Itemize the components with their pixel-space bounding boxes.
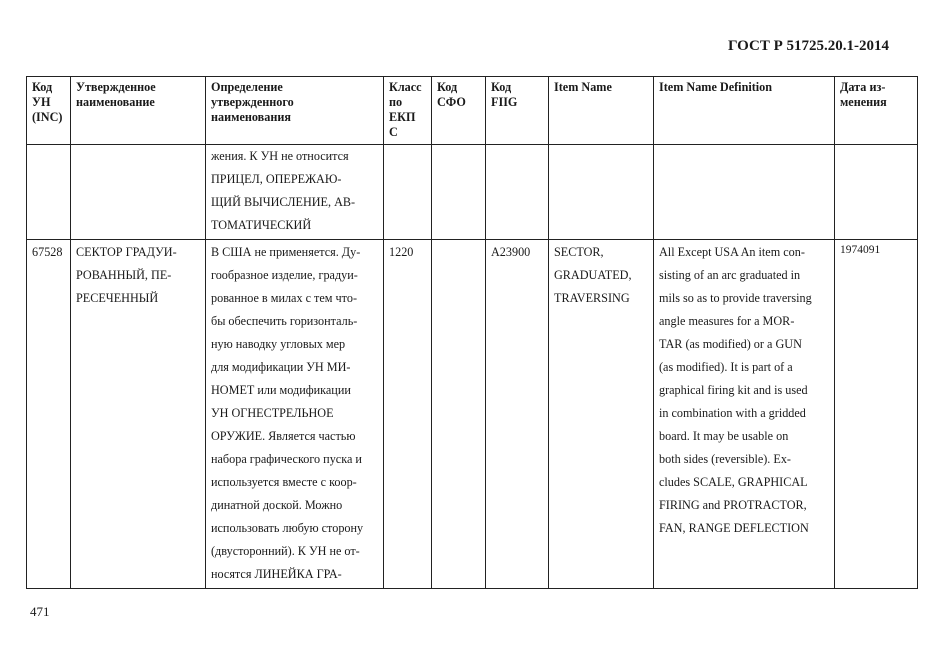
text-line: утвержденного (211, 95, 294, 109)
cell-change-date (835, 145, 918, 240)
text-line: бы обеспечить горизонталь- (211, 314, 358, 328)
text-line: in combination with a gridded (659, 406, 806, 420)
text-line: С (389, 125, 398, 139)
text-line: РОВАННЫЙ, ПЕ- (76, 268, 172, 282)
text-line: (as modified). It is part of a (659, 360, 793, 374)
text-line: Утвержденное (76, 80, 156, 94)
text-line: both sides (reversible). Ex- (659, 452, 791, 466)
cell-item-name (549, 145, 654, 240)
col-header-change-date (835, 77, 918, 145)
text-line: жения. К УН не относится (211, 149, 349, 163)
text-line: SECTOR, (554, 245, 604, 259)
cell-approved-name (71, 240, 206, 589)
text-line: sisting of an arc graduated in (659, 268, 801, 282)
text-line: Код (437, 80, 458, 94)
cell-change-date: 1974091 (835, 240, 918, 589)
table-row-67528 (27, 240, 918, 589)
text-line: В США не применяется. Ду- (211, 245, 361, 259)
text-line: ОРУЖИЕ. Является частью (211, 429, 356, 443)
cell-sfo (432, 240, 486, 589)
cell-definition (206, 145, 384, 240)
cell-inc: 67528 (27, 240, 71, 589)
page-number: 471 (30, 604, 50, 619)
cell-item-definition (654, 145, 835, 240)
text-line: FAN, RANGE DEFLECTION (659, 521, 809, 535)
text-line: Код (32, 80, 53, 94)
text-line: angle measures for a MOR- (659, 314, 795, 328)
text-line: динатной доской. Можно (211, 498, 343, 512)
text-line: используется вместе с коор- (211, 475, 357, 489)
text-line: Код (491, 80, 512, 94)
text-line: набора графического пуска и (211, 452, 362, 466)
col-header-fiig (486, 77, 549, 145)
col-header-item-definition (654, 77, 835, 145)
cell-class (384, 145, 432, 240)
text-line: для модификации УН МИ- (211, 360, 351, 374)
text-line: Item Name Definition (659, 80, 773, 94)
text-line: FIIG (491, 95, 518, 109)
text-line: СЕКТОР ГРАДУИ- (76, 245, 177, 259)
text-line: СФО (437, 95, 466, 109)
col-header-class (384, 77, 432, 145)
text-line: ПРИЦЕЛ, ОПЕРЕЖАЮ- (211, 172, 342, 186)
text-line: FIRING and PROTRACTOR, (659, 498, 807, 512)
text-line: наименование (76, 95, 155, 109)
text-line: наименования (211, 110, 291, 124)
text-line: graphical firing kit and is used (659, 383, 808, 397)
standard-code: ГОСТ Р 51725.20.1-2014 (727, 38, 889, 54)
text-line: использовать любую сторону (211, 521, 364, 535)
catalog-table (26, 76, 918, 589)
text-line: (INC) (32, 110, 63, 124)
text-line: УН (32, 95, 51, 109)
cell-sfo (432, 145, 486, 240)
text-line: Дата из- (840, 80, 886, 94)
cell-fiig: A23900 (486, 240, 549, 589)
text-line: Item Name (554, 80, 612, 94)
text-line: ЕКП (389, 110, 416, 124)
text-line: board. It may be usable on (659, 429, 789, 443)
text-line: УН ОГНЕСТРЕЛЬНОЕ (211, 406, 334, 420)
text-line: гообразное изделие, градуи- (211, 268, 358, 282)
cell-class: 1220 (384, 240, 432, 589)
cell-definition (206, 240, 384, 589)
text-line: рованное в милах с тем что- (211, 291, 357, 305)
col-header-definition (206, 77, 384, 145)
text-line: mils so as to provide traversing (659, 291, 812, 305)
text-line: All Except USA An item con- (659, 245, 805, 259)
text-line: ную наводку угловых мер (211, 337, 346, 351)
text-line: ЩИЙ ВЫЧИСЛЕНИЕ, АВ- (211, 195, 356, 209)
cell-item-definition (654, 240, 835, 589)
text-line: НОМЕТ или модификации (211, 383, 351, 397)
text-line: TAR (as modified) or a GUN (659, 337, 802, 351)
col-header-sfo (432, 77, 486, 145)
col-header-approved-name (71, 77, 206, 145)
text-line: по (389, 95, 403, 109)
text-line: Класс (389, 80, 422, 94)
cell-inc (27, 145, 71, 240)
text-line: (двусторонний). К УН не от- (211, 544, 360, 558)
text-line: GRADUATED, (554, 268, 632, 282)
text-line: ТОМАТИЧЕСКИЙ (211, 218, 312, 232)
text-line: менения (840, 95, 887, 109)
text-line: cludes SCALE, GRAPHICAL (659, 475, 808, 489)
text-line: носятся ЛИНЕЙКА ГРА- (211, 567, 342, 581)
col-header-inc (27, 77, 71, 145)
text-line: TRAVERSING (554, 291, 630, 305)
cell-approved-name (71, 145, 206, 240)
col-header-item-name (549, 77, 654, 145)
header-row (27, 77, 918, 145)
cell-fiig (486, 145, 549, 240)
cell-item-name (549, 240, 654, 589)
text-line: Определение (211, 80, 283, 94)
table-row-continuation (27, 145, 918, 240)
text-line: РЕСЕЧЕННЫЙ (76, 291, 159, 305)
